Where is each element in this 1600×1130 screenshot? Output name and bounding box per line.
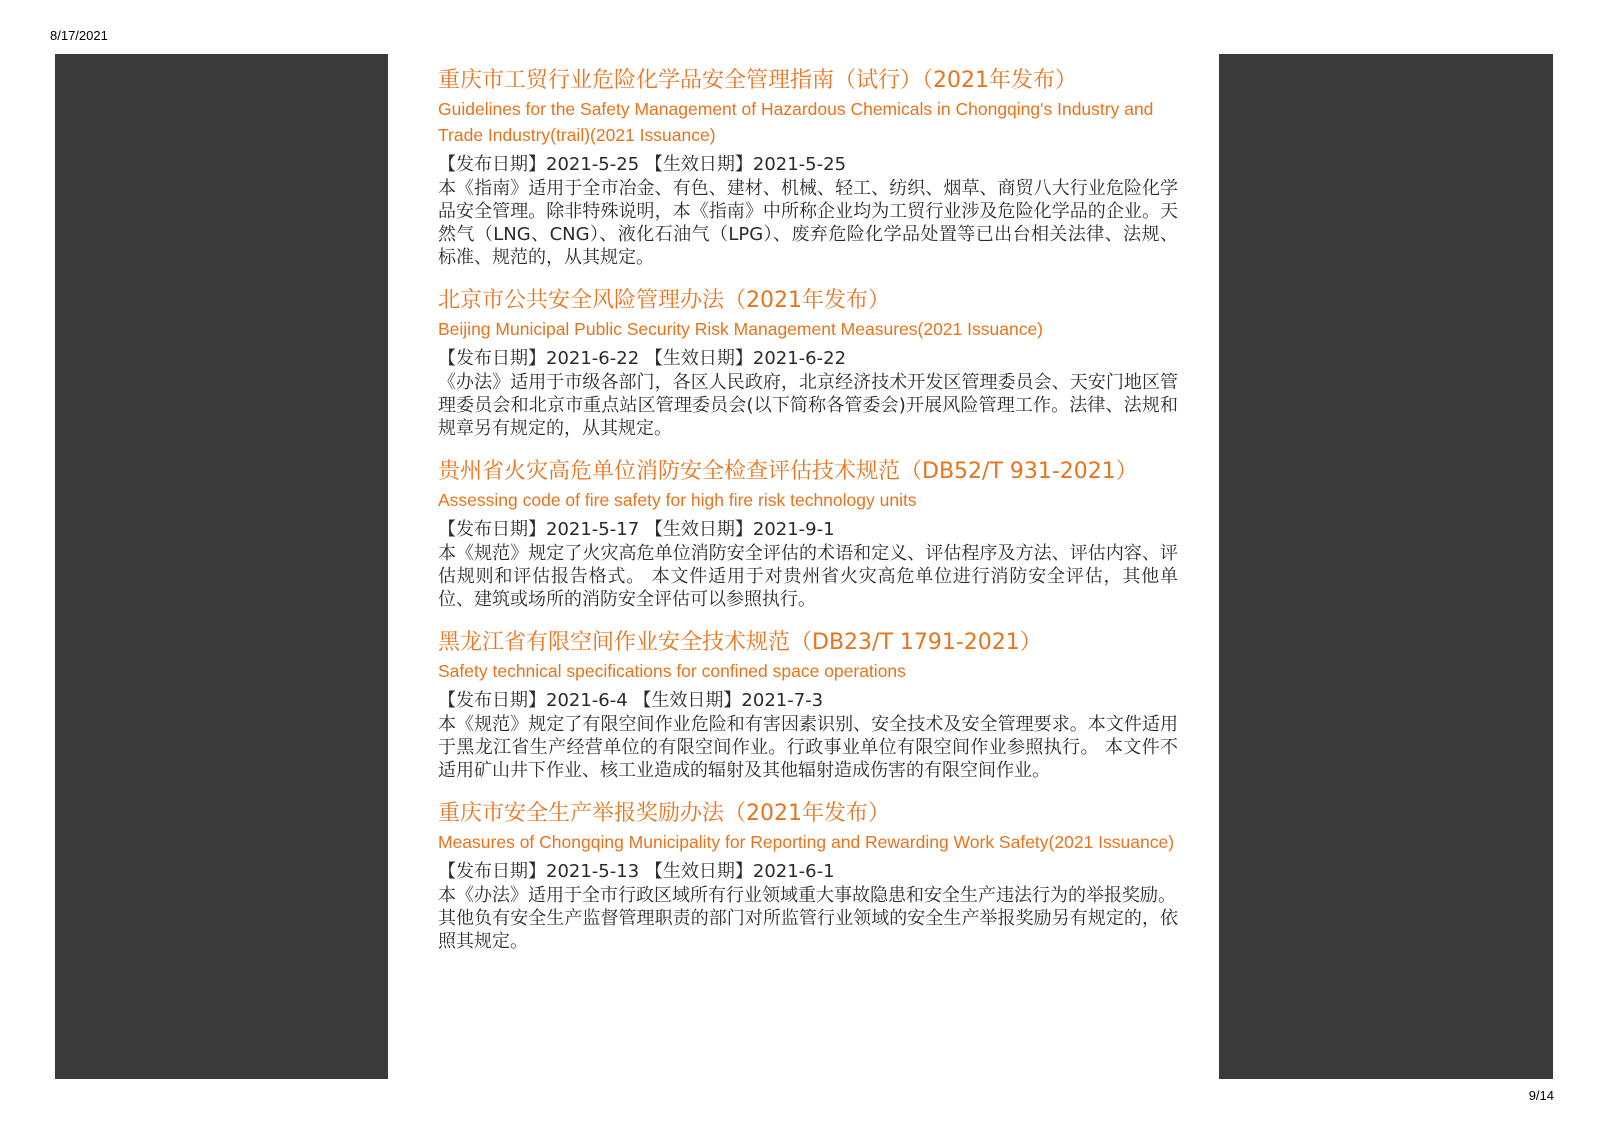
regulation-title-cn[interactable]: 重庆市工贸行业危险化学品安全管理指南（试行）（2021年发布） <box>438 68 1077 93</box>
regulation-title-cn[interactable]: 贵州省火灾高危单位消防安全检查评估技术规范（DB52/T 931-2021） <box>438 459 1138 484</box>
regulation-title-en[interactable]: Safety technical specifications for confined space operations <box>438 661 906 681</box>
print-date: 8/17/2021 <box>50 28 108 43</box>
regulation-description: 本《规范》规定了有限空间作业危险和有害因素识别、安全技术及安全管理要求。本文件适用于黑龙江省生产经营单位的有限空间作业。行政事业单位有限空间作业参照执行。 本文件不适用矿山井下作业、核工业造成的辐射及其他辐射造成伤害的有限空间作业。 <box>438 714 1178 781</box>
regulation-title-en[interactable]: Measures of Chongqing Municipality for Reporting and Rewarding Work Safety(2021 Issuance) <box>438 832 1175 852</box>
regulation-entry <box>438 66 1178 269</box>
regulation-title-en[interactable]: Guidelines for the Safety Management of Hazardous Chemicals in Chongqing's Industry and Trade Industry(trail)(2021 Issuance) <box>438 99 1154 145</box>
regulation-title-en[interactable]: Beijing Municipal Public Security Risk Management Measures(2021 Issuance) <box>438 319 1044 339</box>
regulation-title-cn[interactable]: 重庆市安全生产举报奖励办法（2021年发布） <box>438 801 890 826</box>
regulation-entry <box>438 286 1178 440</box>
right-dark-panel <box>1219 54 1553 1079</box>
regulation-description-extra: 其他负有安全生产监督管理职责的部门对所监管行业领域的安全生产举报奖励另有规定的，依照其规定。 <box>438 908 1178 952</box>
regulation-list <box>438 66 1178 970</box>
regulation-entry <box>438 457 1178 611</box>
regulation-entry <box>438 799 1178 953</box>
regulation-dates: 【发布日期】2021-5-17 【生效日期】2021-9-1 <box>438 519 835 540</box>
regulation-title-cn[interactable]: 北京市公共安全风险管理办法（2021年发布） <box>438 288 890 313</box>
regulation-dates: 【发布日期】2021-5-13 【生效日期】2021-6-1 <box>438 861 835 882</box>
page-number: 9/14 <box>1528 1088 1554 1103</box>
regulation-description: 《办法》适用于市级各部门，各区人民政府，北京经济技术开发区管理委员会、天安门地区管理委员会和北京市重点站区管理委员会(以下简称各管委会)开展风险管理工作。法律、法规和规章另有规定的，从其规定。 <box>438 372 1178 439</box>
regulation-dates: 【发布日期】2021-5-25 【生效日期】2021-5-25 <box>438 154 847 175</box>
regulation-dates: 【发布日期】2021-6-22 【生效日期】2021-6-22 <box>438 348 847 369</box>
regulation-description: 本《办法》适用于全市行政区域所有行业领域重大事故隐患和安全生产违法行为的举报奖励。 <box>438 885 1176 906</box>
regulation-dates: 【发布日期】2021-6-4 【生效日期】2021-7-3 <box>438 690 824 711</box>
regulation-title-cn[interactable]: 黑龙江省有限空间作业安全技术规范（DB23/T 1791-2021） <box>438 630 1042 655</box>
regulation-description: 本《指南》适用于全市冶金、有色、建材、机械、轻工、纺织、烟草、商贸八大行业危险化学品安全管理。除非特殊说明，本《指南》中所称企业均为工贸行业涉及危险化学品的企业。天然气（LNG、CNG）、液化石油气（LPG）、废弃危险化学品处置等已出台相关法律、法规、标准、规范的，从其规定。 <box>438 178 1178 268</box>
regulation-title-en[interactable]: Assessing code of fire safety for high fire risk technology units <box>438 490 917 510</box>
regulation-entry <box>438 628 1178 782</box>
left-dark-panel <box>55 54 388 1079</box>
regulation-description: 本《规范》规定了火灾高危单位消防安全评估的术语和定义、评估程序及方法、评估内容、评估规则和评估报告格式。 本文件适用于对贵州省火灾高危单位进行消防安全评估，其他单位、建筑或场所的消防安全评估可以参照执行。 <box>438 543 1178 610</box>
